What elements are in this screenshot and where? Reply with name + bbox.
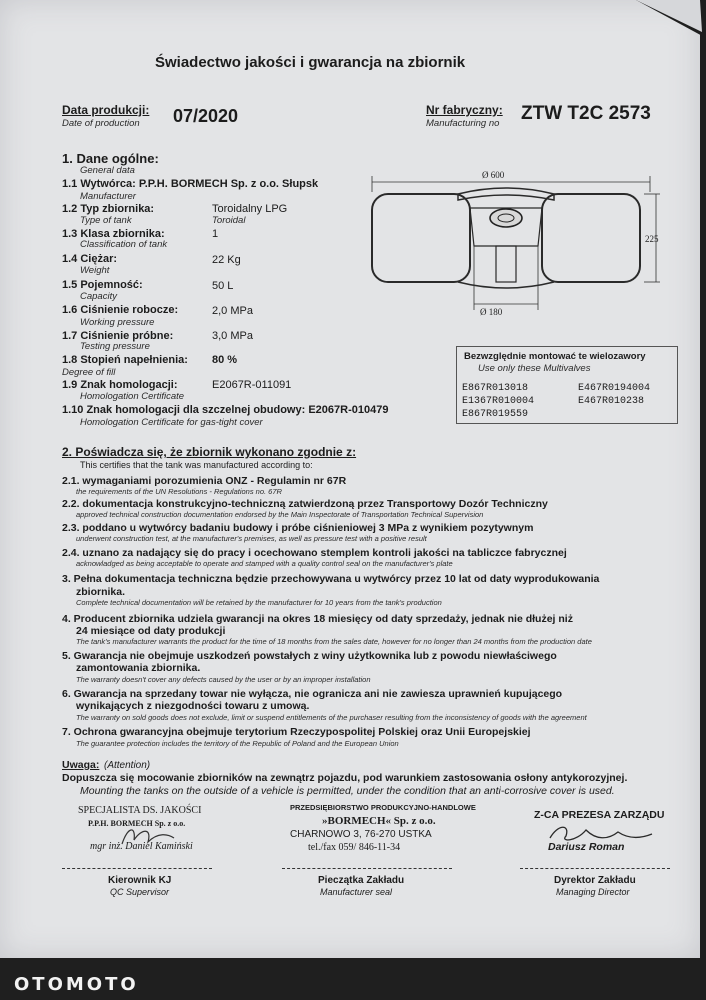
general-row-label-en: Homologation Certificate for gas-tight cover (80, 417, 263, 428)
general-row-value: 3,0 MPa (212, 330, 253, 342)
signature-line (62, 868, 212, 869)
general-row-label-en: Capacity (80, 291, 117, 302)
multivalve-mount (490, 209, 522, 227)
multivalve-code: E867R013018 (462, 383, 529, 394)
certify-item: 2.4. uznano za nadający się do pracy i ocechowano stemplem kontroli jakości na tabliczce fabrycznej (62, 547, 567, 559)
signature-role-en: QC Supervisor (110, 887, 170, 897)
warranty-point-cont: zbiornika. (76, 586, 126, 598)
general-row-label-en: Classification of tank (80, 239, 168, 250)
production-date-label-en: Date of production (62, 118, 140, 129)
certify-item: 2.1. wymaganiami porozumienia ONZ - Regulamin nr 67R (62, 475, 347, 487)
general-row-label-en: Type of tank (80, 215, 132, 226)
certify-item: 2.3. poddano u wytwórcy badaniu budowy i próbe ciśnieniowej 3 MPa z wynikiem pozytywnym (62, 522, 534, 534)
warranty-point: 6. Gwarancja na sprzedany towar nie wyłącza, nie ogranicza ani nie zawiesza uprawnień kupującego (62, 688, 563, 700)
width-dimension-label: Ø 600 (482, 170, 505, 180)
serial-number-value: ZTW T2C 2573 (521, 103, 651, 124)
warranty-point-en: The guarantee protection includes the territory of the Republic of Poland and the European Union (76, 739, 399, 748)
warranty-point: 3. Pełna dokumentacja techniczna będzie przechowywana u wytwórcy przez 10 lat od daty wyprodukowania (62, 573, 600, 585)
warranty-point-en: Complete technical documentation will be retained by the manufacturer for 10 years from the tank's production (76, 598, 442, 607)
company-seal-name: »BORMECH« Sp. z o.o. (322, 815, 436, 827)
warranty-point-en: The warranty doesn't cover any defects caused by the user or by an improper installation (76, 675, 371, 684)
qc-stamp-line: SPECJALISTA DS. JAKOŚCI (78, 805, 202, 816)
signature-role: Kierownik KJ (108, 875, 172, 886)
note-label-en: (Attention) (104, 760, 151, 771)
multivalve-code: E867R019559 (462, 409, 529, 420)
general-row-label: 1.3 Klasa zbiornika: (62, 228, 165, 240)
signature-line (282, 868, 452, 869)
signature-line (520, 868, 670, 869)
multivalve-code: E1367R010004 (462, 396, 535, 407)
certifies-heading-en: This certifies that the tank was manufactured according to: (80, 460, 313, 470)
serial-number-label-en: Manufacturing no (426, 118, 500, 129)
general-data-heading-en: General data (80, 165, 135, 176)
certify-item-en: underwent construction test, at the manufacturer's premises, as well as pressure test with a positive result (76, 534, 427, 543)
company-seal-phone: tel./fax 059/ 846-11-34 (308, 842, 401, 853)
general-row-label-en: Degree of fill (62, 367, 116, 378)
hole-dimension-label: Ø 180 (480, 307, 503, 317)
general-row-label: 1.7 Ciśnienie próbne: (62, 330, 174, 342)
general-row-value: 80 % (212, 354, 238, 366)
note-text: Dopuszcza się mocowanie zbiorników na zewnątrz pojazdu, pod warunkiem zastosowania osłony antykorozyjnej. (62, 772, 628, 784)
general-row-value: Toroidalny LPG (212, 203, 288, 215)
note-label: Uwaga: (62, 759, 100, 771)
general-row-label: 1.5 Pojemność: (62, 279, 143, 291)
general-row-label-en: Homologation Certificate (80, 391, 185, 402)
general-row-value: 50 L (212, 280, 234, 292)
general-row-label: 1.1 Wytwórca: P.P.H. BORMECH Sp. z o.o. Słupsk (62, 178, 319, 190)
height-dimension-label: 225 (645, 234, 659, 244)
certify-item: 2.2. dokumentacja konstrukcyjno-techniczną zatwierdzoną przez Transportowy Dozór Techniczny (62, 498, 548, 510)
production-date-label: Data produkcji: (62, 103, 150, 117)
tank-left-section (372, 194, 470, 282)
certify-item-en: the requirements of the UN Resolutions - Regulations no. 67R (76, 487, 282, 496)
multivalve-code: E467R010238 (578, 396, 645, 407)
certify-item-en: approved technical construction documentation endorsed by the Main Inspectorate of Transportation Technical Supervision (76, 510, 484, 519)
company-seal-line: PRZEDSIĘBIORSTWO PRODUKCYJNO-HANDLOWE (290, 803, 476, 812)
warranty-point-cont: wynikających z niezgodności towaru z umową. (76, 700, 310, 712)
warranty-point-en: The tank's manufacturer warrants the product for the time of 18 months from the sales date, however for no longer than 24 months from the production date (76, 637, 592, 646)
multivalve-heading: Bezwzględnie montować te wielozawory (464, 351, 646, 362)
multivalve-code: E467R0194004 (578, 383, 651, 394)
warranty-point: 5. Gwarancja nie obejmuje uszkodzeń powstałych z winy użytkownika lub z powodu niewłaściwego (62, 650, 557, 662)
director-name: Dariusz Roman (548, 841, 625, 853)
general-row-value: E2067R-011091 (212, 379, 292, 391)
qc-stamp-company: P.P.H. BORMECH Sp. z o.o. (88, 819, 186, 828)
general-row-label-en: Testing pressure (80, 341, 150, 352)
general-row-label-en: Working pressure (80, 317, 155, 328)
note-text-en: Mounting the tanks on the outside of a vehicle is permitted, under the condition that an anti-corrosive cover is used. (80, 785, 615, 797)
signature-role: Dyrektor Zakładu (554, 875, 636, 886)
watermark-logo: OTOMOTO (14, 974, 139, 995)
general-row-label-en: Weight (80, 265, 110, 276)
warranty-point-cont: zamontowania zbiornika. (76, 662, 201, 674)
company-seal-address: CHARNOWO 3, 76-270 USTKA (290, 829, 432, 840)
general-row-value-en: Toroidal (212, 215, 246, 226)
general-row-label: 1.8 Stopień napełnienia: (62, 354, 188, 366)
general-row-label: 1.6 Ciśnienie robocze: (62, 304, 179, 316)
production-date-value: 07/2020 (173, 106, 239, 126)
general-row-label: 1.2 Typ zbiornika: (62, 203, 155, 215)
signature-role-en: Manufacturer seal (320, 887, 393, 897)
general-data-heading: 1. Dane ogólne: (62, 151, 159, 166)
general-row-label-en: Manufacturer (80, 191, 136, 202)
certifies-heading: 2. Poświadcza się, że zbiornik wykonano zgodnie z: (62, 445, 357, 459)
general-row-value: 1 (212, 228, 219, 240)
certify-item-en: acknowladged as being acceptable to operate and stamped with a quality control seal on the manufacturer's plate (76, 559, 453, 568)
multivalve-heading-en: Use only these Multivalves (478, 363, 591, 374)
warranty-point-cont: 24 miesiące od daty produkcji (76, 625, 226, 637)
general-row-label: 1.4 Ciężar: (62, 253, 118, 265)
warranty-point: 4. Producent zbiornika udziela gwarancji na okres 18 miesięcy od daty sprzedaży, jednak nie dłużej niż (62, 613, 573, 625)
warranty-point-en: The warranty on sold goods does not exclude, limit or suspend entitlements of the purchaser resulting from the inconsistency of goods with the agreement (76, 713, 587, 722)
signature-role-en: Managing Director (556, 887, 630, 897)
tank-cross-section-diagram (362, 168, 662, 318)
signature-role: Pieczątka Zakładu (318, 875, 405, 886)
director-stamp: Z-CA PREZESA ZARZĄDU (534, 809, 665, 821)
qc-person-name: mgr inż. Daniel Kamiński (90, 841, 193, 852)
general-row-label: 1.9 Znak homologacji: (62, 379, 178, 391)
folded-corner (636, 0, 706, 38)
general-row-label: 1.10 Znak homologacji dla szczelnej obudowy: E2067R-010479 (62, 404, 389, 416)
center-pipe (496, 246, 516, 282)
certificate-title: Świadectwo jakości i gwarancja na zbiornik (155, 54, 466, 71)
general-row-value: 2,0 MPa (212, 305, 253, 317)
serial-number-label: Nr fabryczny: (426, 103, 503, 117)
warranty-point: 7. Ochrona gwarancyjna obejmuje terytorium Rzeczypospolitej Polskiej oraz Unii Europejskiej (62, 726, 531, 738)
tank-right-section (542, 194, 640, 282)
general-row-value: 22 Kg (212, 254, 241, 266)
